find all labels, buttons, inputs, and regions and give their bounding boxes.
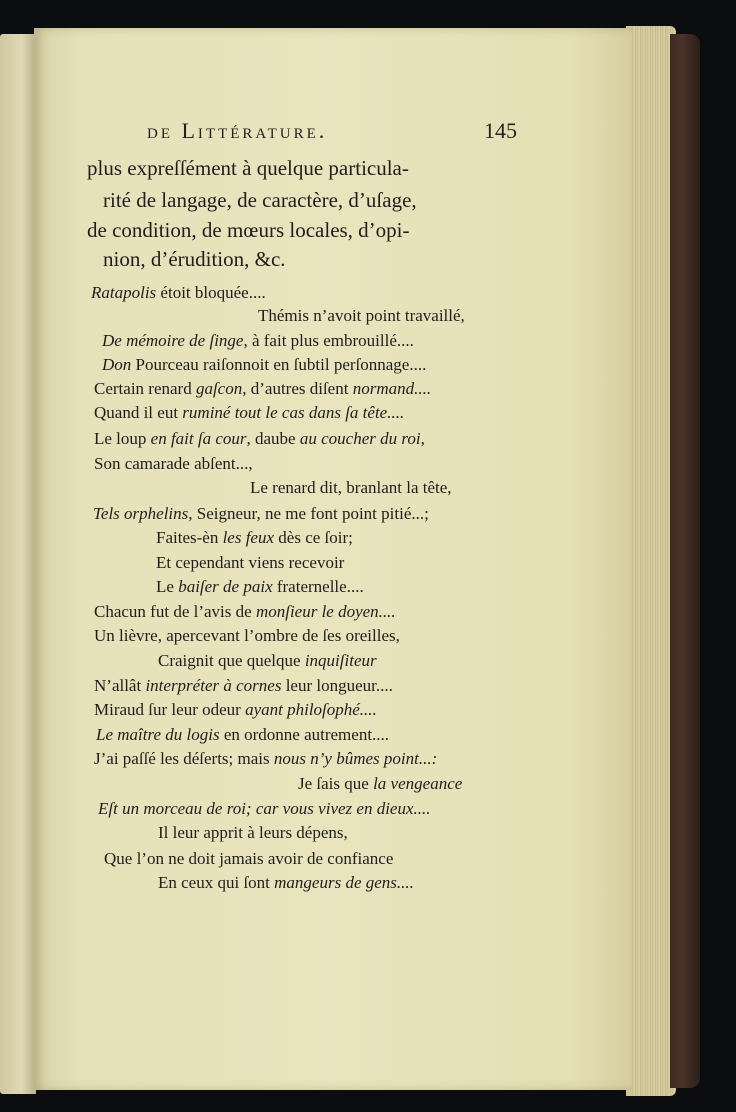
page-number: 145 xyxy=(484,118,517,143)
verse-text: Il leur apprit à leurs dépens, xyxy=(158,823,348,842)
verse-line xyxy=(156,529,353,546)
verse-italic: nous n’y bûmes point...: xyxy=(273,749,438,768)
verse-line xyxy=(94,430,425,447)
verse-text: Chacun fut de l’avis de xyxy=(94,602,256,621)
verse-line xyxy=(93,505,429,522)
verse-text: Et cependant viens recevoir xyxy=(156,553,345,572)
verse-italic: Don xyxy=(102,355,132,374)
verse-text: , xyxy=(420,429,425,448)
verse-text: Le renard dit, branlant la tête, xyxy=(250,478,452,497)
verse-line xyxy=(258,307,465,324)
verse-text: , Seigneur, ne me font point pitié...; xyxy=(188,504,429,523)
verse-text: Que l’on ne doit jamais avoir de confiance xyxy=(104,849,394,868)
verse-text: , daube xyxy=(246,429,300,448)
verse-line xyxy=(94,701,377,718)
verse-italic: monſieur le doyen.... xyxy=(255,602,396,621)
verse-line xyxy=(94,627,400,644)
verse-text: En ceux qui ſont xyxy=(158,873,275,892)
verse-line xyxy=(94,455,253,472)
prose-line: de condition, de mœurs locales, d’opi- xyxy=(87,218,410,242)
verse-text: leur longueur.... xyxy=(281,676,393,695)
verse-italic: mangeurs de gens.... xyxy=(274,873,414,892)
verse-text: en ordonne autrement.... xyxy=(219,725,390,744)
verse-text: Son camarade abſent..., xyxy=(94,454,253,473)
verse-line xyxy=(250,479,452,496)
verse-text: , à fait plus embrouillé.... xyxy=(243,331,414,350)
verse-text: Le xyxy=(156,577,179,596)
verse-text: Certain renard xyxy=(94,379,196,398)
verse-line xyxy=(104,850,393,867)
verse-italic: en fait ſa cour xyxy=(150,429,247,448)
verse-line xyxy=(94,750,437,767)
verse-italic: baiſer de paix xyxy=(178,577,273,596)
verse-text: Faites-èn xyxy=(156,528,223,547)
prose-line: plus expreſſément à quelque particula- xyxy=(87,156,409,180)
verse-text: Le loup xyxy=(94,429,151,448)
verse-line xyxy=(98,800,431,817)
verse-italic: gaſcon xyxy=(195,379,243,398)
verse-text: , d’autres diſent xyxy=(242,379,353,398)
verse-line xyxy=(96,726,389,743)
verse-italic: la vengeance xyxy=(373,774,463,793)
verse-italic: au coucher du roi xyxy=(299,429,421,448)
verse-line xyxy=(158,824,348,841)
verse-text: Je ſais que xyxy=(298,774,374,793)
verse-text: N’allât xyxy=(94,676,146,695)
verse-text: Un lièvre, apercevant l’ombre de ſes oreilles, xyxy=(94,626,400,645)
verse-line xyxy=(102,356,426,373)
verse-italic: Le maître du logis xyxy=(96,725,220,744)
verse-italic: ayant philoſophé.... xyxy=(245,700,377,719)
verse-italic: les feux xyxy=(222,528,275,547)
verse-line xyxy=(298,775,462,792)
verse-text: fraternelle.... xyxy=(272,577,364,596)
verse-text: Pourceau raiſonnoit en ſubtil perſonnage.... xyxy=(131,355,427,374)
verse-line xyxy=(156,554,344,571)
verse-italic: Ratapolis xyxy=(91,283,157,302)
verse-italic: De mémoire de ſinge xyxy=(102,331,244,350)
verse-italic: Eſt un morceau de roi; car vous vivez en dieux.... xyxy=(98,799,431,818)
verse-text: dès ce ſoir; xyxy=(274,528,353,547)
verse-text: Quand il eut xyxy=(94,403,183,422)
verse-line xyxy=(91,284,266,301)
verse-line xyxy=(158,652,377,669)
verse-italic: ruminé tout le cas dans ſa tête.... xyxy=(182,403,405,422)
verse-italic: inquiſiteur xyxy=(304,651,377,670)
prose-line: nion, d’érudition, &c. xyxy=(103,247,286,271)
verse-line xyxy=(94,380,431,397)
prose-line: rité de langage, de caractère, d’uſage, xyxy=(103,188,417,212)
verse-text: Miraud ſur leur odeur xyxy=(94,700,246,719)
running-title: de Littérature. xyxy=(147,118,328,143)
verse-line xyxy=(94,603,396,620)
verse-italic: normand.... xyxy=(352,379,432,398)
verse-line xyxy=(156,578,364,595)
verse-line xyxy=(102,332,414,349)
verse-line xyxy=(94,404,404,421)
verse-text: étoit bloquée.... xyxy=(156,283,266,302)
verse-text: Craignit que quelque xyxy=(158,651,305,670)
verse-text: Thémis n’avoit point travaillé, xyxy=(258,306,465,325)
verse-italic: Tels orphelins xyxy=(93,504,189,523)
verse-text: J’ai paſſé les déſerts; mais xyxy=(94,749,274,768)
verse-line xyxy=(158,874,414,891)
verse-italic: interpréter à cornes xyxy=(145,676,282,695)
verse-line xyxy=(94,677,393,694)
